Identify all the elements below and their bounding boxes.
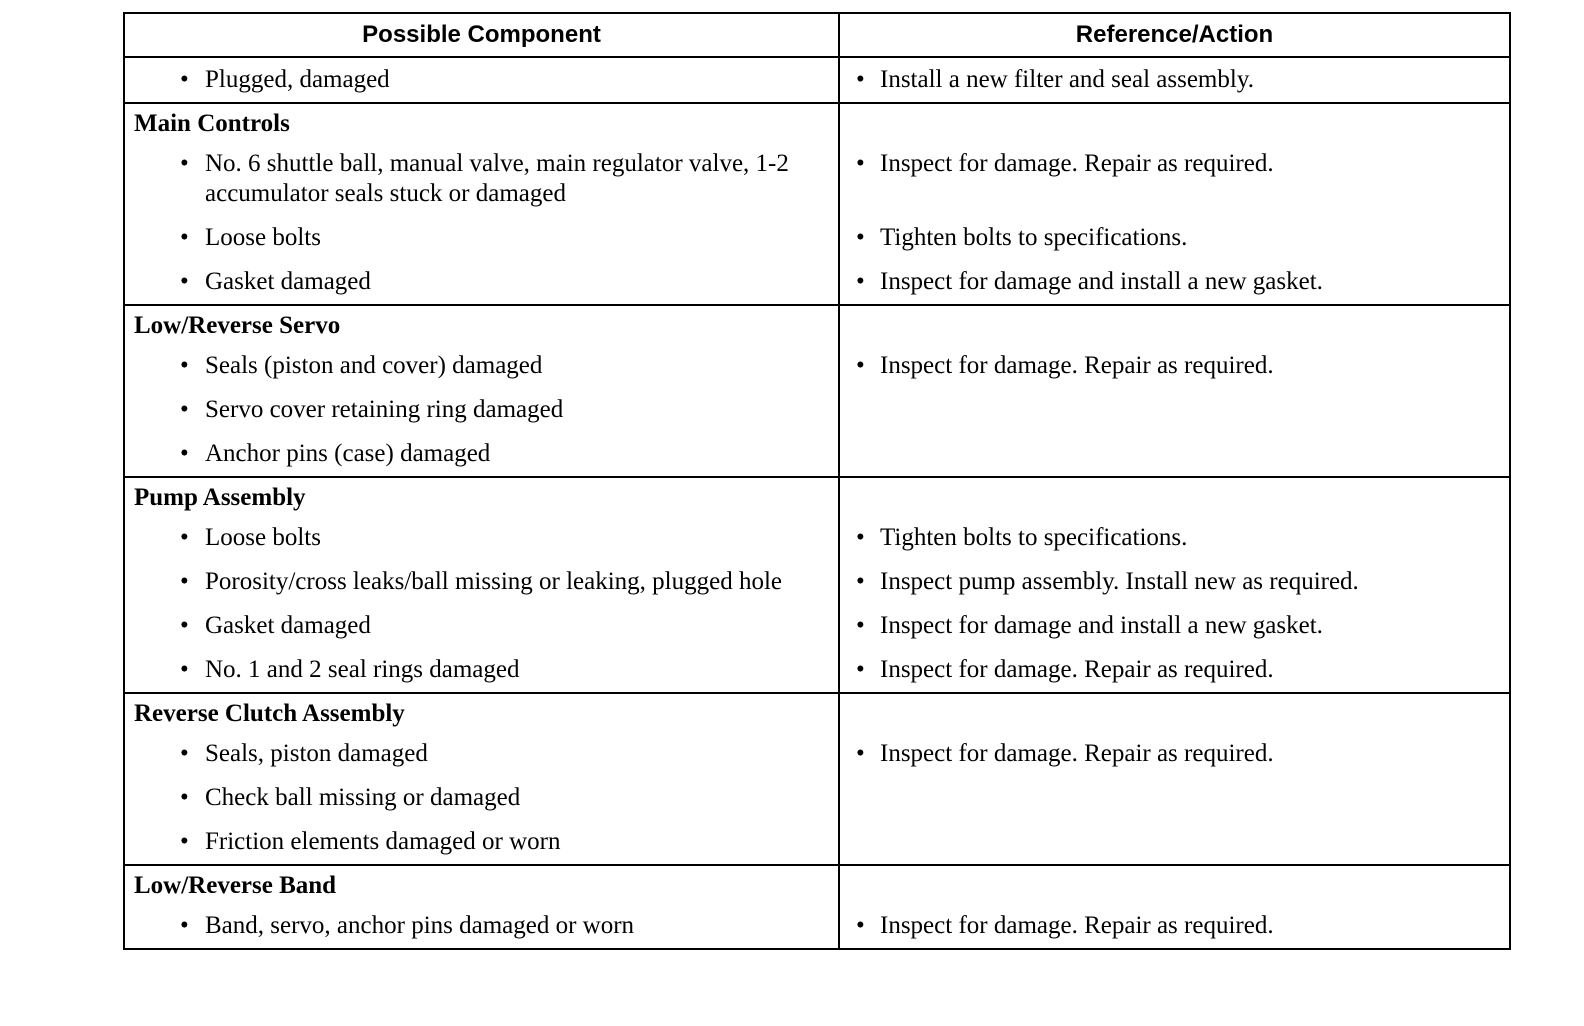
table-row [124, 820, 1510, 865]
component-cell [124, 305, 839, 344]
action-text: Tighten bolts to specifications. [880, 224, 1188, 251]
group-heading: Low/Reverse Band [134, 872, 337, 899]
action-cell [839, 57, 1510, 103]
table-row [124, 388, 1510, 432]
component-text: Gasket damaged [205, 612, 371, 639]
action-cell [839, 477, 1510, 516]
table-row [124, 732, 1510, 776]
table-row [124, 904, 1510, 949]
action-cell [839, 604, 1510, 648]
action-cell [839, 732, 1510, 776]
group-heading: Low/Reverse Servo [134, 312, 341, 339]
component-cell [124, 57, 839, 103]
component-text: Friction elements damaged or worn [205, 828, 561, 855]
action-cell [839, 305, 1510, 344]
action-cell [839, 648, 1510, 693]
group-heading-row [124, 865, 1510, 904]
bullet: • [856, 66, 865, 93]
component-cell [124, 560, 839, 604]
component-text: Seals (piston and cover) damaged [205, 352, 543, 379]
bullet: • [180, 268, 189, 295]
component-text: Loose bolts [205, 524, 321, 551]
component-cell [124, 142, 839, 216]
bullet: • [180, 912, 189, 939]
bullet: • [856, 912, 865, 939]
component-text: Check ball missing or damaged [205, 784, 521, 811]
table-body [124, 57, 1510, 949]
action-text: Inspect for damage. Repair as required. [880, 912, 1274, 939]
component-text: Seals, piston damaged [205, 740, 428, 767]
bullet: • [856, 740, 865, 767]
table-row [124, 432, 1510, 477]
header-possible-component: Possible Component [124, 13, 839, 57]
action-text: Inspect pump assembly. Install new as required. [880, 568, 1359, 595]
table-row [124, 344, 1510, 388]
table-row [124, 516, 1510, 560]
component-text: Anchor pins (case) damaged [205, 440, 491, 467]
component-text: Plugged, damaged [205, 66, 390, 93]
bullet: • [856, 656, 865, 683]
component-cell [124, 904, 839, 949]
bullet: • [180, 656, 189, 683]
bullet: • [180, 396, 189, 423]
component-cell [124, 648, 839, 693]
component-text: Porosity/cross leaks/ball missing or leaking, plugged hole [205, 568, 783, 595]
table-row [124, 560, 1510, 604]
bullet: • [856, 568, 865, 595]
table-row [124, 648, 1510, 693]
group-heading: Pump Assembly [134, 484, 306, 511]
action-cell [839, 865, 1510, 904]
action-cell [839, 103, 1510, 142]
bullet: • [856, 150, 865, 177]
action-cell [839, 776, 1510, 820]
component-text: Loose bolts [205, 224, 321, 251]
bullet: • [856, 612, 865, 639]
component-cell [124, 516, 839, 560]
action-text: Inspect for damage. Repair as required. [880, 150, 1274, 177]
component-cell [124, 432, 839, 477]
table-row [124, 57, 1510, 103]
header-row [124, 13, 1510, 57]
table-row [124, 604, 1510, 648]
action-text: Install a new filter and seal assembly. [880, 66, 1254, 93]
bullet: • [180, 224, 189, 251]
bullet: • [180, 828, 189, 855]
header-reference-action: Reference/Action [839, 13, 1510, 57]
action-text: Inspect for damage. Repair as required. [880, 740, 1274, 767]
component-cell [124, 820, 839, 865]
action-text: Inspect for damage. Repair as required. [880, 352, 1274, 379]
component-text: No. 1 and 2 seal rings damaged [205, 656, 520, 683]
group-heading: Main Controls [134, 110, 290, 137]
group-heading-row [124, 305, 1510, 344]
bullet: • [180, 440, 189, 467]
group-heading-row [124, 477, 1510, 516]
action-cell [839, 344, 1510, 388]
group-heading-row [124, 103, 1510, 142]
bullet: • [180, 612, 189, 639]
action-cell [839, 260, 1510, 305]
component-text: Band, servo, anchor pins damaged or worn [205, 912, 635, 939]
group-heading: Reverse Clutch Assembly [134, 700, 405, 727]
component-cell [124, 732, 839, 776]
action-cell [839, 388, 1510, 432]
component-cell [124, 776, 839, 820]
bullet: • [856, 224, 865, 251]
component-cell [124, 103, 839, 142]
component-cell [124, 693, 839, 732]
component-cell [124, 260, 839, 305]
action-cell [839, 432, 1510, 477]
action-cell [839, 693, 1510, 732]
action-text: Inspect for damage and install a new gasket. [880, 612, 1323, 639]
bullet: • [856, 268, 865, 295]
component-cell [124, 388, 839, 432]
bullet: • [856, 524, 865, 551]
component-text: No. 6 shuttle ball, manual valve, main regulator valve, 1-2 accumulator seals stuck or damaged [205, 150, 789, 207]
action-text: Tighten bolts to specifications. [880, 524, 1188, 551]
component-cell [124, 344, 839, 388]
action-cell [839, 142, 1510, 216]
bullet: • [180, 150, 189, 177]
table-row [124, 142, 1510, 216]
group-heading-row [124, 693, 1510, 732]
component-cell [124, 477, 839, 516]
bullet: • [180, 524, 189, 551]
action-text: Inspect for damage and install a new gasket. [880, 268, 1323, 295]
bullet: • [180, 352, 189, 379]
bullet: • [180, 740, 189, 767]
table-row [124, 260, 1510, 305]
diagnosis-table [123, 12, 1511, 950]
action-cell [839, 820, 1510, 865]
table-row [124, 776, 1510, 820]
component-cell [124, 216, 839, 260]
component-cell [124, 865, 839, 904]
bullet: • [856, 352, 865, 379]
bullet: • [180, 568, 189, 595]
action-cell [839, 560, 1510, 604]
bullet: • [180, 66, 189, 93]
action-cell [839, 216, 1510, 260]
component-cell [124, 604, 839, 648]
table-row [124, 216, 1510, 260]
action-cell [839, 904, 1510, 949]
action-cell [839, 516, 1510, 560]
action-text: Inspect for damage. Repair as required. [880, 656, 1274, 683]
bullet: • [180, 784, 189, 811]
component-text: Servo cover retaining ring damaged [205, 396, 564, 423]
component-text: Gasket damaged [205, 268, 371, 295]
